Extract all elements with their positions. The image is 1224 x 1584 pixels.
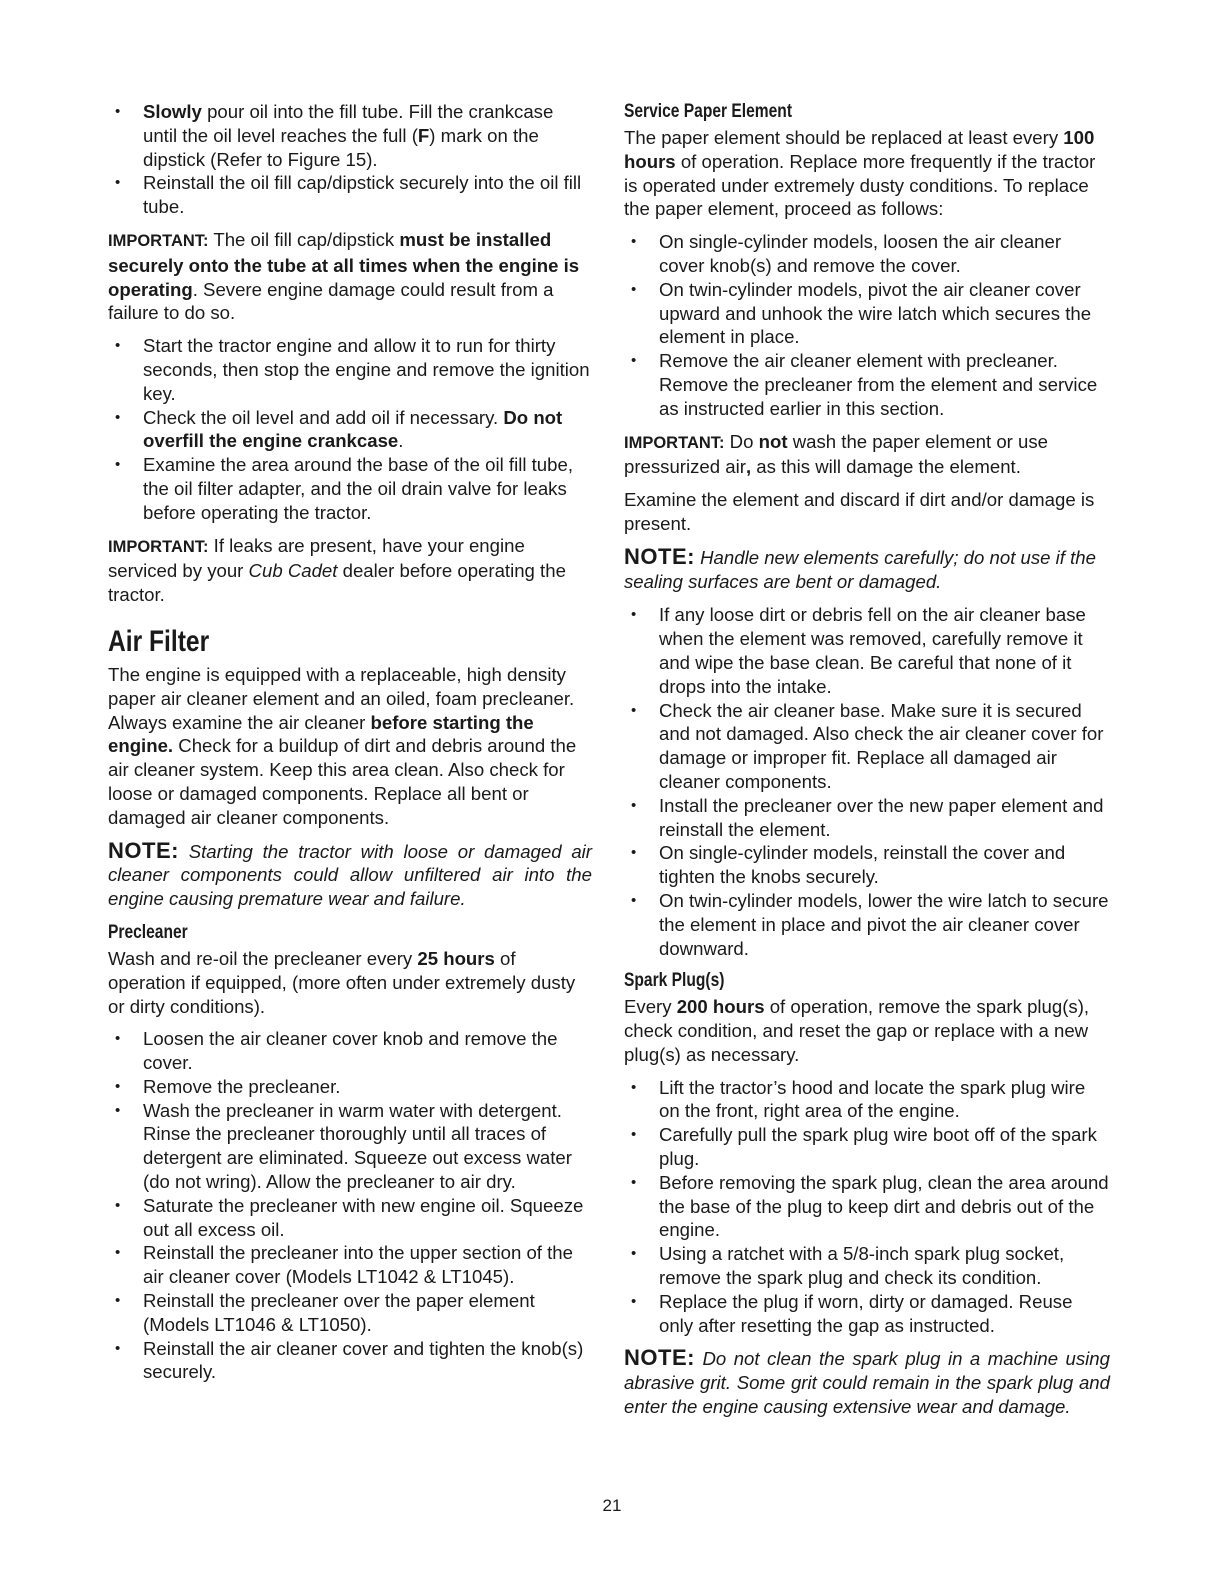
spark-plug-steps — [624, 1076, 1110, 1338]
list-item: • Install the precleaner over the new paper element and reinstall the element. — [624, 794, 1110, 842]
list-item: • Check the oil level and add oil if necessary. Do not overfill the engine crankcase. — [108, 406, 592, 454]
list-item: • Reinstall the precleaner into the upper section of the air cleaner cover (Models LT1042 & LT1045). — [108, 1241, 592, 1289]
paper-element-install-steps — [624, 603, 1110, 960]
list-item: • Loosen the air cleaner cover knob and remove the cover. — [108, 1027, 592, 1075]
note: NOTE: Handle new elements carefully; do not use if the sealing surfaces are bent or damaged. — [624, 543, 1096, 592]
note: NOTE: Do not clean the spark plug in a machine using abrasive grit. Some grit could remain in the spark plug and enter the engine causing extensive wear and damage. — [624, 1345, 1110, 1418]
subheading-precleaner: Precleaner — [108, 921, 188, 943]
list-item: • Check the air cleaner base. Make sure it is secured and not damaged. Also check the air cleaner cover for damage or improper fit. Replace all damaged air cleaner components. — [624, 699, 1110, 794]
list-item: • Lift the tractor’s hood and locate the spark plug wire on the front, right area of the engine. — [624, 1076, 1110, 1124]
right-column — [624, 100, 1110, 1429]
list-item: • Reinstall the air cleaner cover and tighten the knob(s) securely. — [108, 1337, 592, 1385]
spark-plug-paragraph: Every 200 hours of operation, remove the spark plug(s), check condition, and reset the gap or replace with a new plug(s) as necessary. — [624, 996, 1090, 1065]
list-item: • Using a ratchet with a 5/8-inch spark plug socket, remove the spark plug and check its condition. — [624, 1242, 1110, 1290]
list-item: • On single-cylinder models, reinstall the cover and tighten the knobs securely. — [624, 841, 1110, 889]
section-heading-air-filter: Air Filter — [108, 624, 210, 658]
paper-element-removal-steps — [624, 230, 1110, 420]
list-item: • On twin-cylinder models, pivot the air cleaner cover upward and unhook the wire latch which secures the element in place. — [624, 278, 1110, 349]
page-number: 21 — [602, 1496, 622, 1515]
list-item: • Slowly pour oil into the fill tube. Fill the crankcase until the oil level reaches the full (F) mark on the dipstick (Refer to Figure 15). — [108, 100, 592, 171]
left-column — [108, 100, 592, 1393]
note: NOTE: Starting the tractor with loose or damaged air cleaner components could allow unfiltered air into the engine causing premature wear and failure. — [108, 837, 593, 910]
important-notice: IMPORTANT: If leaks are present, have your engine serviced by your Cub Cadet dealer before operating the tractor. — [108, 534, 566, 606]
service-paper-paragraph: The paper element should be replaced at least every 100 hours of operation. Replace more frequently if the tractor is operated under extremely dusty conditions. To replace the paper element, proceed as follows: — [624, 127, 1096, 220]
air-filter-paragraph: The engine is equipped with a replaceable, high density paper air cleaner element and an oiled, foam precleaner. Always examine the air cleaner before starting the engine. Check for a buildup of dirt and debris around the air cleaner system. Keep this area clean. Also check for loose or damaged components. Replace all bent or damaged air cleaner components. — [108, 663, 577, 828]
list-item: • Examine the area around the base of the oil fill tube, the oil filter adapter, and the oil drain valve for leaks before operating the tractor. — [108, 453, 592, 524]
list-item: • Reinstall the precleaner over the paper element (Models LT1046 & LT1050). — [108, 1289, 592, 1337]
list-item: • Before removing the spark plug, clean the area around the base of the plug to keep dirt and debris out of the engine. — [624, 1171, 1110, 1242]
list-item: • If any loose dirt or debris fell on the air cleaner base when the element was removed, carefully remove it and wipe the base clean. Be careful that none of it drops into the intake. — [624, 603, 1110, 698]
subheading-service-paper-element: Service Paper Element — [624, 101, 793, 122]
list-item: • Remove the precleaner. — [108, 1075, 592, 1099]
precleaner-steps — [108, 1027, 592, 1384]
important-notice: IMPORTANT: The oil fill cap/dipstick must be installed securely onto the tube at all times when the engine is operating. Severe engine damage could result from a failure to do so. — [108, 228, 580, 324]
important-notice: IMPORTANT: Do not wash the paper element or use pressurized air, as this will damage the element. — [624, 430, 1049, 478]
list-item: • Wash the precleaner in warm water with detergent. Rinse the precleaner thoroughly until all traces of detergent are eliminated. Squeeze out excess water (do not wring). Allow the precleaner to air dry. — [108, 1099, 592, 1194]
list-item: • Carefully pull the spark plug wire boot off of the spark plug. — [624, 1123, 1110, 1171]
precleaner-paragraph: Wash and re-oil the precleaner every 25 hours of operation if equipped, (more often under extremely dusty or dirty conditions). — [108, 947, 576, 1017]
list-item: • Saturate the precleaner with new engine oil. Squeeze out all excess oil. — [108, 1194, 592, 1242]
oil-fill-steps — [108, 100, 592, 219]
subheading-spark-plugs: Spark Plug(s) — [624, 970, 725, 992]
list-item: • On twin-cylinder models, lower the wire latch to secure the element in place and pivot the air cleaner cover downward. — [624, 889, 1110, 960]
list-item: • Remove the air cleaner element with precleaner. Remove the precleaner from the element and service as instructed earlier in this section. — [624, 349, 1110, 420]
examine-paragraph: Examine the element and discard if dirt and/or damage is present. — [624, 489, 1095, 534]
list-item: • Reinstall the oil fill cap/dipstick securely into the oil fill tube. — [108, 171, 592, 219]
list-item: • On single-cylinder models, loosen the air cleaner cover knob(s) and remove the cover. — [624, 230, 1110, 278]
list-item: • Replace the plug if worn, dirty or damaged. Reuse only after resetting the gap as instructed. — [624, 1290, 1110, 1338]
list-item: • Start the tractor engine and allow it to run for thirty seconds, then stop the engine and remove the ignition key. — [108, 334, 592, 405]
oil-check-steps — [108, 334, 592, 524]
